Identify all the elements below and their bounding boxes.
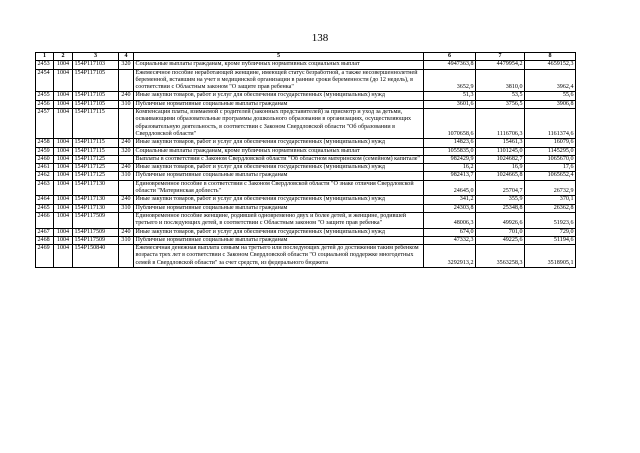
header-col-2: 2 xyxy=(54,53,73,61)
section-code-cell: 1004 xyxy=(54,236,73,244)
row-index-cell: 2464 xyxy=(36,196,54,204)
amount-cell-3: 4659152,3 xyxy=(525,61,576,69)
amount-cell-3: 17,6 xyxy=(525,164,576,172)
target-article-cell: 154P117115 xyxy=(73,147,119,155)
target-article-cell: 154P117130 xyxy=(73,180,119,196)
table-row xyxy=(36,139,576,147)
target-article-cell: 154P117105 xyxy=(73,69,119,92)
row-index-cell: 2459 xyxy=(36,147,54,155)
row-index-cell: 2463 xyxy=(36,180,54,196)
section-code-cell: 1004 xyxy=(54,164,73,172)
amount-cell-3: 3518905,1 xyxy=(525,245,576,268)
row-index-cell: 2458 xyxy=(36,139,54,147)
amount-cell-2: 15461,3 xyxy=(476,139,525,147)
row-index-cell: 2469 xyxy=(36,245,54,268)
description-cell: Выплаты в соответствии с Законом Свердловской области "Об областном материнском (семейном) капитале" xyxy=(134,155,424,163)
section-code-cell: 1004 xyxy=(54,69,73,92)
expense-type-cell: 240 xyxy=(119,92,134,100)
description-cell: Иные закупки товаров, работ и услуг для обеспечения государственных (муниципальных) нужд xyxy=(134,139,424,147)
amount-cell-3: 26732,9 xyxy=(525,180,576,196)
target-article-cell: 154P117103 xyxy=(73,61,119,69)
expense-type-cell: 240 xyxy=(119,139,134,147)
table-row xyxy=(36,164,576,172)
target-article-cell: 154P117509 xyxy=(73,228,119,236)
section-code-cell: 1004 xyxy=(54,212,73,228)
description-cell: Социальные выплаты гражданам, кроме публичных нормативных социальных выплат xyxy=(134,61,424,69)
amount-cell-1: 51,3 xyxy=(424,92,476,100)
expense-type-cell xyxy=(119,155,134,163)
amount-cell-2: 1024682,7 xyxy=(476,155,525,163)
description-cell: Публичные нормативные социальные выплаты гражданам xyxy=(134,204,424,212)
expense-type-cell: 310 xyxy=(119,204,134,212)
row-index-cell: 2453 xyxy=(36,61,54,69)
amount-cell-3: 3906,8 xyxy=(525,100,576,108)
amount-cell-1: 48006,3 xyxy=(424,212,476,228)
amount-cell-1: 16,2 xyxy=(424,164,476,172)
target-article-cell: 154P117125 xyxy=(73,164,119,172)
amount-cell-2: 1024665,8 xyxy=(476,172,525,180)
expense-type-cell: 310 xyxy=(119,100,134,108)
table-row xyxy=(36,245,576,268)
table-row xyxy=(36,204,576,212)
expense-type-cell: 320 xyxy=(119,147,134,155)
section-code-cell: 1004 xyxy=(54,139,73,147)
expense-type-cell: 310 xyxy=(119,172,134,180)
target-article-cell: 154P117115 xyxy=(73,139,119,147)
table-row xyxy=(36,61,576,69)
section-code-cell: 1004 xyxy=(54,92,73,100)
header-col-3: 3 xyxy=(73,53,119,61)
description-cell: Компенсация платы, взимаемой с родителей (законных представителей) за присмотр и уход за детьми, осваивающими образовательные программы дошкольного образования в организациях, осуществляющих образовательную деятельность, в соответствии с Законом Свердловской области "Об образовании в Свердловской области" xyxy=(134,109,424,139)
section-code-cell: 1004 xyxy=(54,155,73,163)
header-col-5: 5 xyxy=(134,53,424,61)
table-row xyxy=(36,172,576,180)
row-index-cell: 2454 xyxy=(36,69,54,92)
amount-cell-1: 982429,9 xyxy=(424,155,476,163)
page-number: 138 xyxy=(311,32,329,44)
amount-cell-1: 982413,7 xyxy=(424,172,476,180)
amount-cell-3: 26362,8 xyxy=(525,204,576,212)
expense-type-cell xyxy=(119,180,134,196)
amount-cell-1: 14823,6 xyxy=(424,139,476,147)
header-col-6: 6 xyxy=(424,53,476,61)
target-article-cell: 154P117105 xyxy=(73,100,119,108)
target-article-cell: 154P117509 xyxy=(73,236,119,244)
description-cell: Ежемесячная денежная выплата семьям на третьего или последующих детей до достижения таким ребенком возраста трех лет в соответствии с Законом Свердловской области "О социальной поддержке многодетных семей в Свердловской области" за счет средств, из федерального бюджета xyxy=(134,245,424,268)
section-code-cell: 1004 xyxy=(54,61,73,69)
amount-cell-3: 370,1 xyxy=(525,196,576,204)
amount-cell-3: 16079,6 xyxy=(525,139,576,147)
table-row xyxy=(36,92,576,100)
amount-cell-2: 1116706,3 xyxy=(476,109,525,139)
target-article-cell: 154P117105 xyxy=(73,92,119,100)
expense-type-cell: 240 xyxy=(119,228,134,236)
target-article-cell: 154P117115 xyxy=(73,109,119,139)
row-index-cell: 2457 xyxy=(36,109,54,139)
table-body xyxy=(36,61,576,268)
amount-cell-3: 3962,4 xyxy=(525,69,576,92)
target-article-cell: 154P117130 xyxy=(73,204,119,212)
budget-table xyxy=(35,52,576,268)
description-cell: Социальные выплаты гражданам, кроме публичных нормативных социальных выплат xyxy=(134,147,424,155)
section-code-cell: 1004 xyxy=(54,245,73,268)
expense-type-cell: 310 xyxy=(119,236,134,244)
header-col-1: 1 xyxy=(36,53,54,61)
description-cell: Ежемесячное пособие неработающей женщине, имеющей статус безработной, а также несовершеннолетней беременной, вставшим на учет в медицинской организации в ранние сроки беременности (до 12 недель), в соответствии с Областным законом "О защите прав ребенка" xyxy=(134,69,424,92)
amount-cell-1: 1055835,0 xyxy=(424,147,476,155)
amount-cell-2: 3563258,3 xyxy=(476,245,525,268)
section-code-cell: 1004 xyxy=(54,172,73,180)
section-code-cell: 1004 xyxy=(54,100,73,108)
expense-type-cell: 240 xyxy=(119,196,134,204)
amount-cell-2: 3810,0 xyxy=(476,69,525,92)
target-article-cell: 154P117509 xyxy=(73,212,119,228)
amount-cell-2: 49926,6 xyxy=(476,212,525,228)
description-cell: Иные закупки товаров, работ и услуг для обеспечения государственных (муниципальных) нужд xyxy=(134,228,424,236)
table-header xyxy=(36,53,576,61)
amount-cell-3: 1065670,0 xyxy=(525,155,576,163)
amount-cell-2: 355,9 xyxy=(476,196,525,204)
amount-cell-1: 24645,0 xyxy=(424,180,476,196)
expense-type-cell xyxy=(119,212,134,228)
table-row xyxy=(36,212,576,228)
amount-cell-2: 16,9 xyxy=(476,164,525,172)
amount-cell-2: 25704,7 xyxy=(476,180,525,196)
amount-cell-3: 1161374,6 xyxy=(525,109,576,139)
amount-cell-1: 1070658,6 xyxy=(424,109,476,139)
amount-cell-3: 55,6 xyxy=(525,92,576,100)
table-row xyxy=(36,69,576,92)
table-row xyxy=(36,100,576,108)
expense-type-cell xyxy=(119,69,134,92)
section-code-cell: 1004 xyxy=(54,147,73,155)
amount-cell-2: 25348,8 xyxy=(476,204,525,212)
row-index-cell: 2460 xyxy=(36,155,54,163)
description-cell: Публичные нормативные социальные выплаты гражданам xyxy=(134,236,424,244)
section-code-cell: 1004 xyxy=(54,109,73,139)
amount-cell-2: 701,0 xyxy=(476,228,525,236)
header-row xyxy=(36,53,576,61)
amount-cell-2: 53,5 xyxy=(476,92,525,100)
row-index-cell: 2455 xyxy=(36,92,54,100)
expense-type-cell xyxy=(119,245,134,268)
description-cell: Иные закупки товаров, работ и услуг для обеспечения государственных (муниципальных) нужд xyxy=(134,164,424,172)
expense-type-cell: 240 xyxy=(119,164,134,172)
target-article-cell: 154P150840 xyxy=(73,245,119,268)
header-col-7: 7 xyxy=(476,53,525,61)
table-row xyxy=(36,147,576,155)
amount-cell-2: 49225,6 xyxy=(476,236,525,244)
amount-cell-1: 4947363,8 xyxy=(424,61,476,69)
amount-cell-3: 51923,6 xyxy=(525,212,576,228)
row-index-cell: 2456 xyxy=(36,100,54,108)
table-row xyxy=(36,109,576,139)
amount-cell-1: 3652,9 xyxy=(424,69,476,92)
section-code-cell: 1004 xyxy=(54,228,73,236)
description-cell: Публичные нормативные социальные выплаты гражданам xyxy=(134,172,424,180)
amount-cell-1: 674,0 xyxy=(424,228,476,236)
row-index-cell: 2466 xyxy=(36,212,54,228)
amount-cell-1: 3292913,2 xyxy=(424,245,476,268)
target-article-cell: 154P117125 xyxy=(73,172,119,180)
description-cell: Публичные нормативные социальные выплаты гражданам xyxy=(134,100,424,108)
target-article-cell: 154P117130 xyxy=(73,196,119,204)
header-col-8: 8 xyxy=(525,53,576,61)
description-cell: Иные закупки товаров, работ и услуг для обеспечения государственных (муниципальных) нужд xyxy=(134,196,424,204)
description-cell: Иные закупки товаров, работ и услуг для обеспечения государственных (муниципальных) нужд xyxy=(134,92,424,100)
row-index-cell: 2468 xyxy=(36,236,54,244)
row-index-cell: 2467 xyxy=(36,228,54,236)
amount-cell-1: 341,2 xyxy=(424,196,476,204)
amount-cell-1: 3601,6 xyxy=(424,100,476,108)
expense-type-cell: 320 xyxy=(119,61,134,69)
description-cell: Единовременное пособие в соответствии с Законом Свердловской области "О знаке отличия Свердловской области "Материнская доблесть" xyxy=(134,180,424,196)
amount-cell-2: 4479954,2 xyxy=(476,61,525,69)
amount-cell-3: 1065652,4 xyxy=(525,172,576,180)
row-index-cell: 2462 xyxy=(36,172,54,180)
amount-cell-2: 1101245,0 xyxy=(476,147,525,155)
row-index-cell: 2465 xyxy=(36,204,54,212)
table-row xyxy=(36,228,576,236)
section-code-cell: 1004 xyxy=(54,196,73,204)
amount-cell-3: 1145295,0 xyxy=(525,147,576,155)
amount-cell-1: 47332,3 xyxy=(424,236,476,244)
section-code-cell: 1004 xyxy=(54,180,73,196)
target-article-cell: 154P117125 xyxy=(73,155,119,163)
header-col-4: 4 xyxy=(119,53,134,61)
table-row xyxy=(36,180,576,196)
expense-type-cell xyxy=(119,109,134,139)
amount-cell-2: 3756,5 xyxy=(476,100,525,108)
row-index-cell: 2461 xyxy=(36,164,54,172)
description-cell: Единовременное пособие женщине, родившей одновременно двух и более детей, и женщине, родившей третьего и последующих детей, в соответствии с Областным законом "О защите прав ребенка" xyxy=(134,212,424,228)
section-code-cell: 1004 xyxy=(54,204,73,212)
amount-cell-3: 51194,6 xyxy=(525,236,576,244)
table-row xyxy=(36,196,576,204)
amount-cell-3: 729,0 xyxy=(525,228,576,236)
amount-cell-1: 24303,8 xyxy=(424,204,476,212)
table-row xyxy=(36,236,576,244)
table-row xyxy=(36,155,576,163)
